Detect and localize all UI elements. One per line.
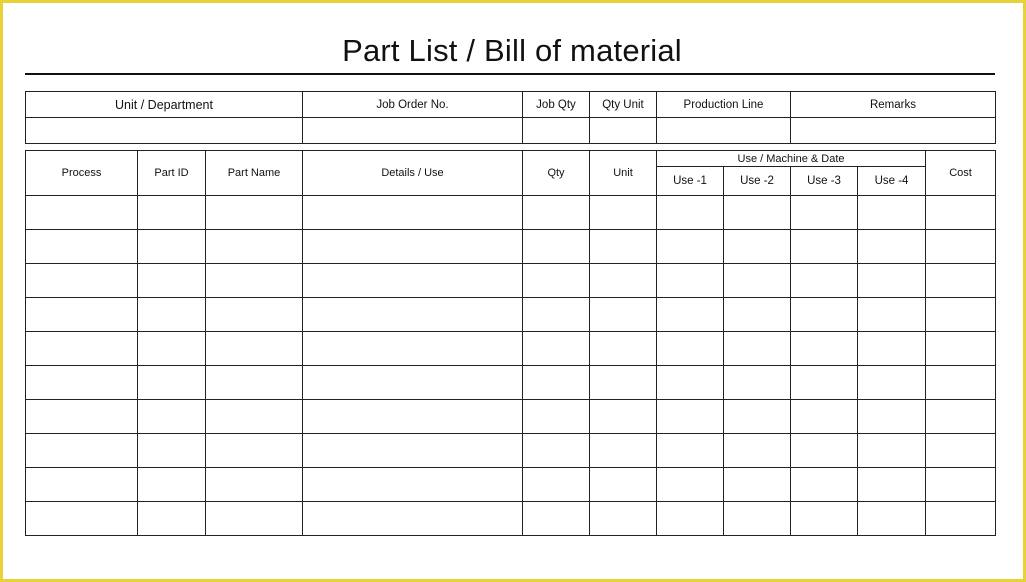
unit-cell[interactable] <box>590 298 657 332</box>
unit-cell[interactable] <box>590 230 657 264</box>
part-id-cell[interactable] <box>138 400 206 434</box>
part-id-header: Part ID <box>138 151 206 196</box>
use-2-cell[interactable] <box>724 298 791 332</box>
use-4-cell[interactable] <box>858 264 926 298</box>
job-order-no-field[interactable] <box>303 118 523 144</box>
use-1-cell[interactable] <box>657 332 724 366</box>
use-2-cell[interactable] <box>724 468 791 502</box>
unit-cell[interactable] <box>590 332 657 366</box>
use-2-cell[interactable] <box>724 230 791 264</box>
part-name-cell[interactable] <box>206 400 303 434</box>
cost-cell[interactable] <box>926 468 996 502</box>
use-3-header: Use -3 <box>791 167 858 196</box>
details-use-header: Details / Use <box>303 151 523 196</box>
unit-cell[interactable] <box>590 434 657 468</box>
unit-header: Unit <box>590 151 657 196</box>
table-row <box>26 434 996 468</box>
title-underline <box>25 73 995 75</box>
cost-cell[interactable] <box>926 230 996 264</box>
process-cell[interactable] <box>26 400 138 434</box>
unit-cell[interactable] <box>590 400 657 434</box>
remarks-label: Remarks <box>791 92 996 118</box>
use-1-cell[interactable] <box>657 366 724 400</box>
process-header: Process <box>26 151 138 196</box>
production-line-label: Production Line <box>657 92 791 118</box>
use-3-cell[interactable] <box>791 434 858 468</box>
use-4-cell[interactable] <box>858 502 926 536</box>
qty-cell[interactable] <box>523 298 590 332</box>
details-use-cell[interactable] <box>303 264 523 298</box>
process-cell[interactable] <box>26 196 138 230</box>
table-row <box>26 264 996 298</box>
qty-cell[interactable] <box>523 502 590 536</box>
part-id-cell[interactable] <box>138 468 206 502</box>
use-1-cell[interactable] <box>657 196 724 230</box>
use-2-cell[interactable] <box>724 434 791 468</box>
use-3-cell[interactable] <box>791 298 858 332</box>
qty-cell[interactable] <box>523 366 590 400</box>
use-1-cell[interactable] <box>657 502 724 536</box>
part-id-cell[interactable] <box>138 196 206 230</box>
table-row <box>26 400 996 434</box>
part-id-cell[interactable] <box>138 366 206 400</box>
cost-cell[interactable] <box>926 434 996 468</box>
part-name-header: Part Name <box>206 151 303 196</box>
table-row <box>26 468 996 502</box>
table-row <box>26 366 996 400</box>
table-row <box>26 332 996 366</box>
unit-cell[interactable] <box>590 468 657 502</box>
use-4-cell[interactable] <box>858 366 926 400</box>
qty-header: Qty <box>523 151 590 196</box>
process-cell[interactable] <box>26 434 138 468</box>
part-id-cell[interactable] <box>138 298 206 332</box>
details-use-cell[interactable] <box>303 196 523 230</box>
details-use-cell[interactable] <box>303 230 523 264</box>
cost-cell[interactable] <box>926 400 996 434</box>
use-2-cell[interactable] <box>724 264 791 298</box>
details-use-cell[interactable] <box>303 400 523 434</box>
qty-cell[interactable] <box>523 332 590 366</box>
use-2-cell[interactable] <box>724 502 791 536</box>
part-name-cell[interactable] <box>206 230 303 264</box>
cost-header: Cost <box>926 151 996 196</box>
use-2-cell[interactable] <box>724 366 791 400</box>
use-2-cell[interactable] <box>724 196 791 230</box>
part-name-cell[interactable] <box>206 502 303 536</box>
use-3-cell[interactable] <box>791 264 858 298</box>
cost-cell[interactable] <box>926 196 996 230</box>
details-use-cell[interactable] <box>303 332 523 366</box>
use-4-cell[interactable] <box>858 196 926 230</box>
table-row <box>26 230 996 264</box>
job-order-no-label: Job Order No. <box>303 92 523 118</box>
use-3-cell[interactable] <box>791 196 858 230</box>
process-cell[interactable] <box>26 366 138 400</box>
part-name-cell[interactable] <box>206 196 303 230</box>
part-name-cell[interactable] <box>206 366 303 400</box>
use-4-cell[interactable] <box>858 298 926 332</box>
cost-cell[interactable] <box>926 366 996 400</box>
use-2-header: Use -2 <box>724 167 791 196</box>
part-name-cell[interactable] <box>206 468 303 502</box>
use-4-header: Use -4 <box>858 167 926 196</box>
qty-cell[interactable] <box>523 230 590 264</box>
cost-cell[interactable] <box>926 332 996 366</box>
qty-cell[interactable] <box>523 400 590 434</box>
use-4-cell[interactable] <box>858 434 926 468</box>
use-3-cell[interactable] <box>791 366 858 400</box>
use-3-cell[interactable] <box>791 502 858 536</box>
unit-cell[interactable] <box>590 264 657 298</box>
unit-department-label: Unit / Department <box>26 92 303 118</box>
use-1-cell[interactable] <box>657 400 724 434</box>
unit-cell[interactable] <box>590 502 657 536</box>
use-3-cell[interactable] <box>791 230 858 264</box>
qty-unit-field[interactable] <box>590 118 657 144</box>
details-use-cell[interactable] <box>303 502 523 536</box>
job-qty-field[interactable] <box>523 118 590 144</box>
use-3-cell[interactable] <box>791 468 858 502</box>
job-header-table <box>25 91 996 144</box>
use-2-cell[interactable] <box>724 332 791 366</box>
use-3-cell[interactable] <box>791 400 858 434</box>
part-name-cell[interactable] <box>206 332 303 366</box>
production-line-field[interactable] <box>657 118 791 144</box>
table-row <box>26 502 996 536</box>
parts-table-body <box>26 196 996 536</box>
qty-cell[interactable] <box>523 468 590 502</box>
use-4-cell[interactable] <box>858 400 926 434</box>
process-cell[interactable] <box>26 332 138 366</box>
remarks-field[interactable] <box>791 118 996 144</box>
use-1-header: Use -1 <box>657 167 724 196</box>
details-use-cell[interactable] <box>303 434 523 468</box>
use-4-cell[interactable] <box>858 230 926 264</box>
process-cell[interactable] <box>26 502 138 536</box>
cost-cell[interactable] <box>926 264 996 298</box>
table-row <box>26 196 996 230</box>
unit-cell[interactable] <box>590 366 657 400</box>
cost-cell[interactable] <box>926 502 996 536</box>
qty-cell[interactable] <box>523 434 590 468</box>
unit-cell[interactable] <box>590 196 657 230</box>
use-1-cell[interactable] <box>657 230 724 264</box>
part-name-cell[interactable] <box>206 298 303 332</box>
job-qty-label: Job Qty <box>523 92 590 118</box>
use-machine-date-header: Use / Machine & Date <box>657 151 926 167</box>
page-title: Part List / Bill of material <box>342 33 682 68</box>
details-use-cell[interactable] <box>303 298 523 332</box>
part-name-cell[interactable] <box>206 434 303 468</box>
qty-cell[interactable] <box>523 196 590 230</box>
part-id-cell[interactable] <box>138 332 206 366</box>
use-1-cell[interactable] <box>657 468 724 502</box>
details-use-cell[interactable] <box>303 366 523 400</box>
part-id-cell[interactable] <box>138 502 206 536</box>
qty-unit-label: Qty Unit <box>590 92 657 118</box>
use-3-cell[interactable] <box>791 332 858 366</box>
cost-cell[interactable] <box>926 298 996 332</box>
process-cell[interactable] <box>26 468 138 502</box>
part-id-cell[interactable] <box>138 434 206 468</box>
part-id-cell[interactable] <box>138 264 206 298</box>
part-name-cell[interactable] <box>206 264 303 298</box>
parts-table <box>25 150 996 536</box>
use-1-cell[interactable] <box>657 264 724 298</box>
qty-cell[interactable] <box>523 264 590 298</box>
process-cell[interactable] <box>26 298 138 332</box>
unit-department-field[interactable] <box>26 118 303 144</box>
process-cell[interactable] <box>26 264 138 298</box>
details-use-cell[interactable] <box>303 468 523 502</box>
use-1-cell[interactable] <box>657 434 724 468</box>
use-1-cell[interactable] <box>657 298 724 332</box>
use-4-cell[interactable] <box>858 332 926 366</box>
table-row <box>26 298 996 332</box>
use-4-cell[interactable] <box>858 468 926 502</box>
part-id-cell[interactable] <box>138 230 206 264</box>
use-2-cell[interactable] <box>724 400 791 434</box>
process-cell[interactable] <box>26 230 138 264</box>
